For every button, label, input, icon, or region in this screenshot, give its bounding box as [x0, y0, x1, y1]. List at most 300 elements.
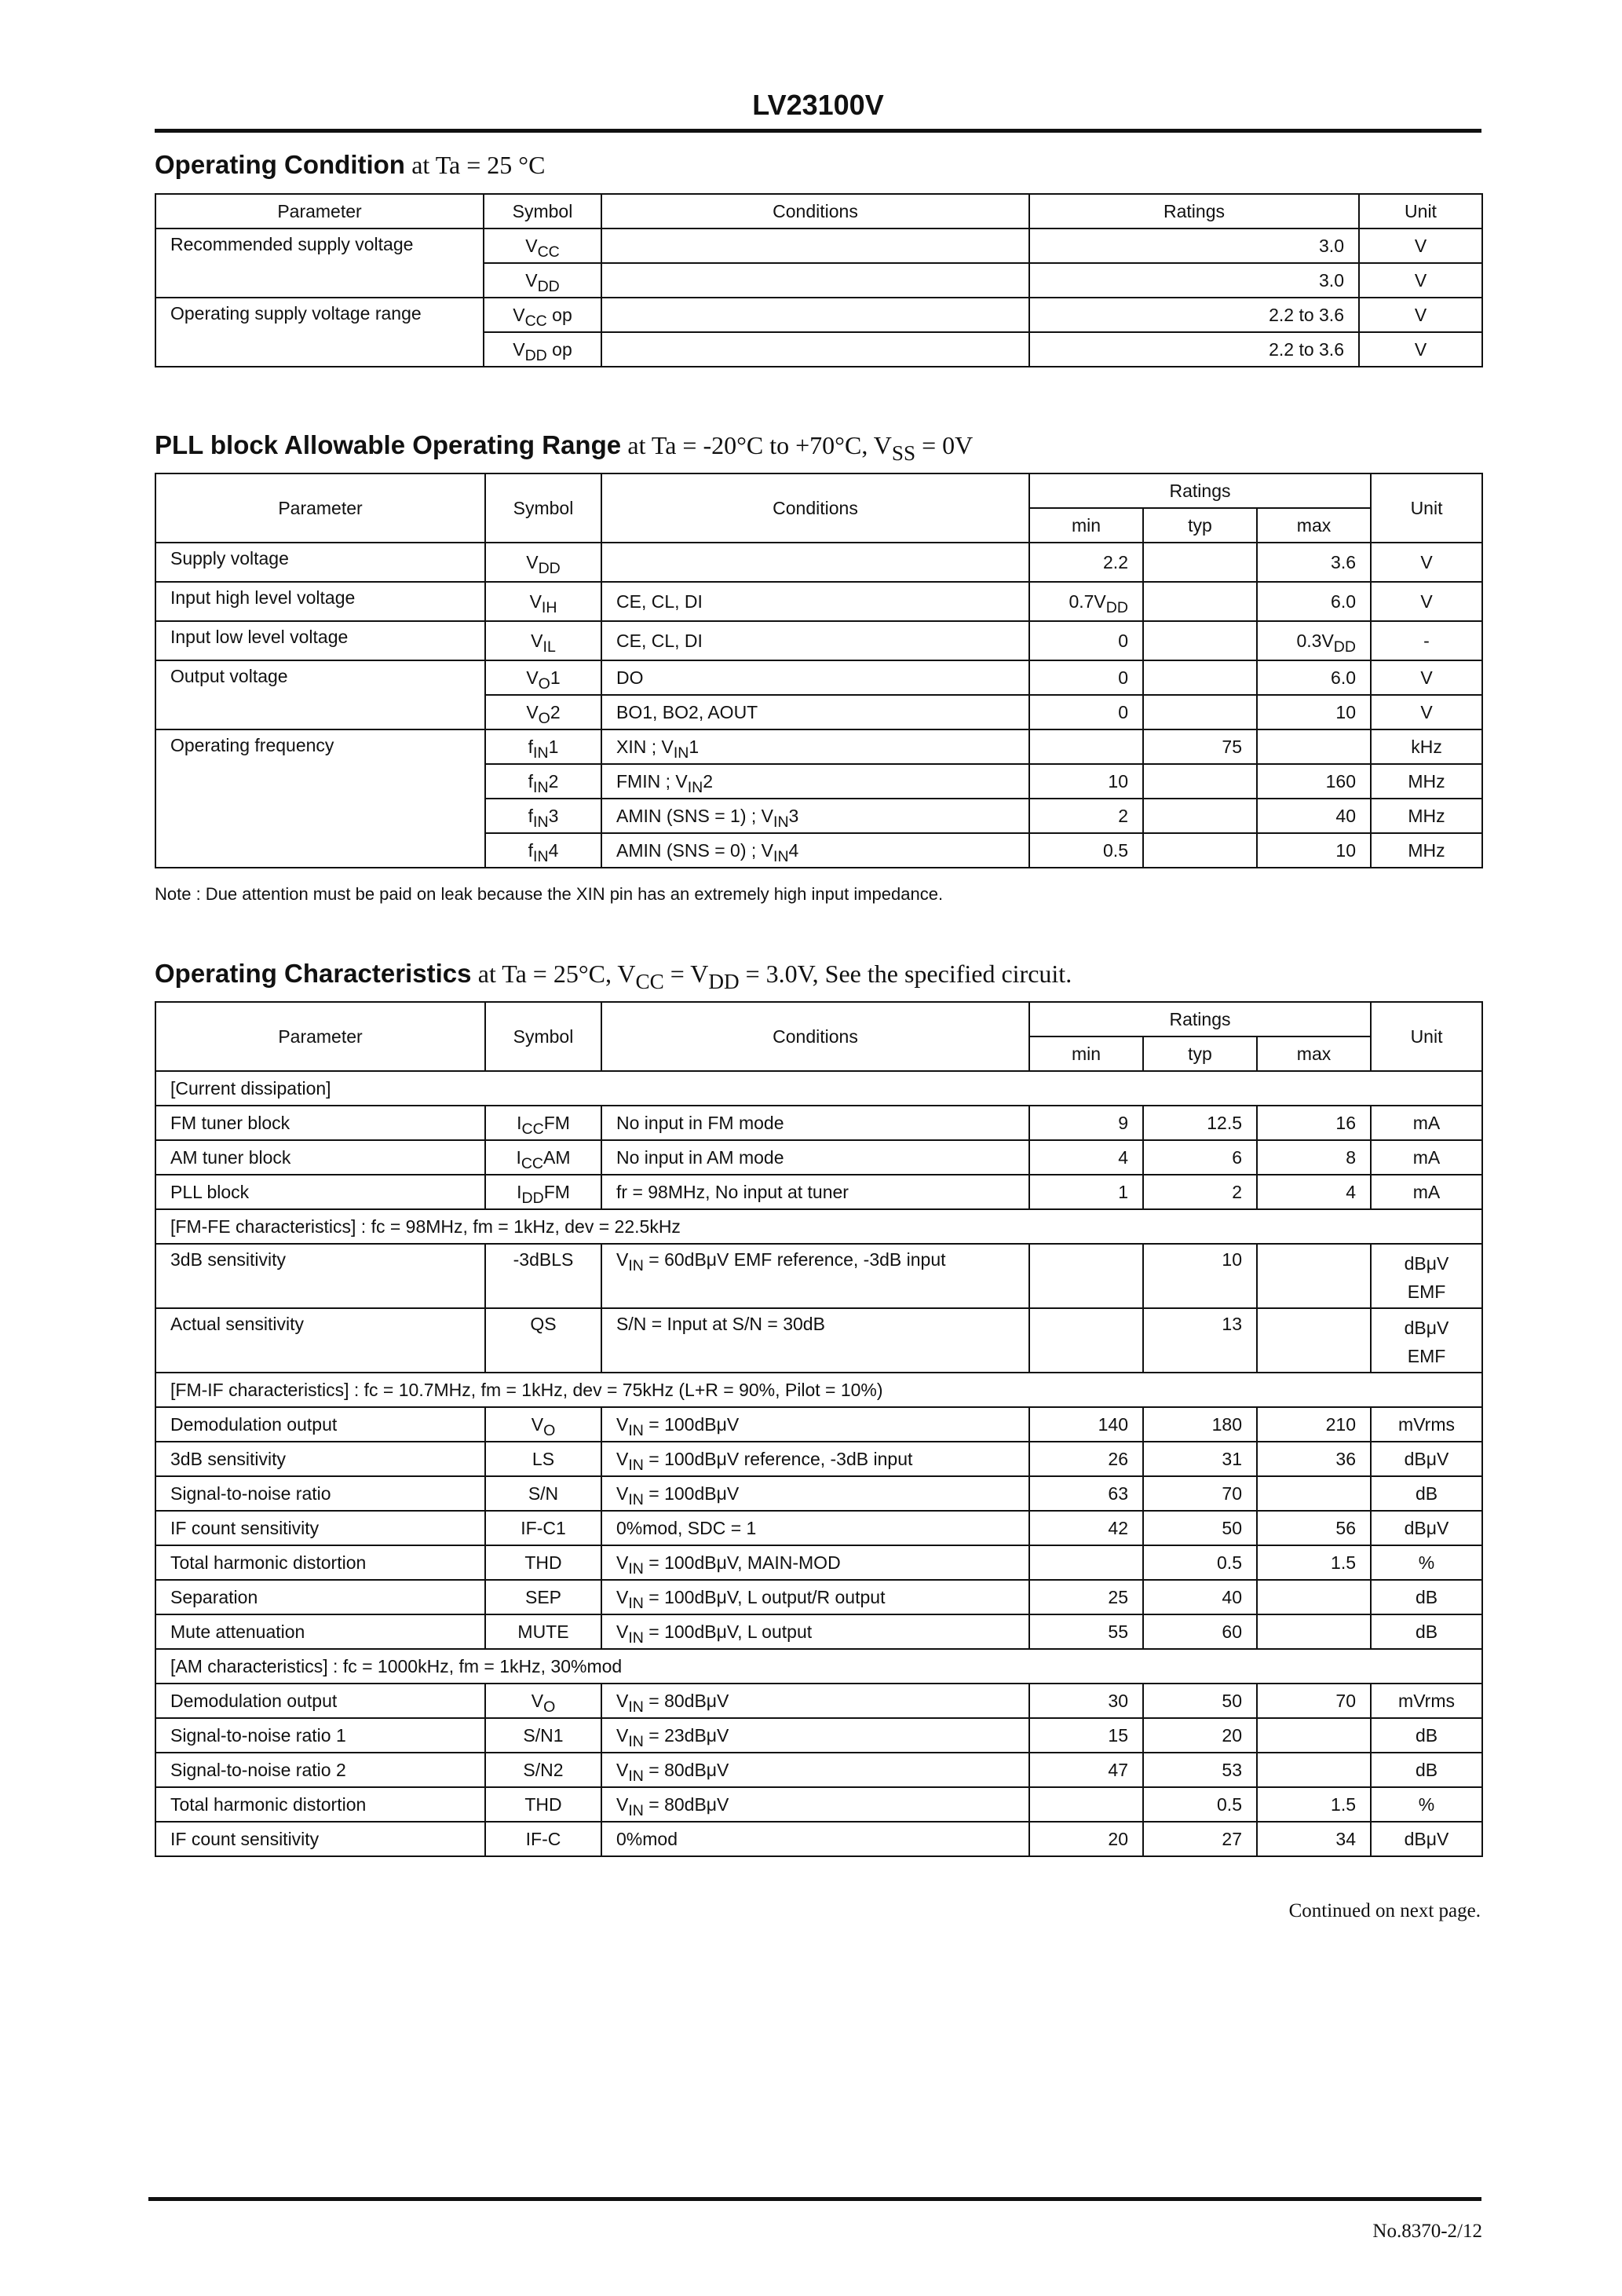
- table-row: [155, 1753, 1482, 1787]
- unit-text: V: [1414, 269, 1427, 291]
- conditions-subscript: IN: [673, 744, 689, 762]
- unit-text: %: [1418, 1552, 1435, 1573]
- typ-value: 20: [1222, 1724, 1242, 1746]
- symbol-base: V: [513, 338, 525, 360]
- parameter-cell: [155, 1106, 485, 1140]
- table-row: [155, 1718, 1482, 1753]
- min-cell: [1029, 1442, 1143, 1476]
- symbol-cell: [485, 582, 601, 621]
- unit-cell: [1359, 263, 1482, 298]
- max-cell: [1257, 1106, 1371, 1140]
- typ-cell: [1143, 1545, 1257, 1580]
- min-cell: [1029, 1106, 1143, 1140]
- symbol-base: I: [516, 1146, 521, 1168]
- typ-value: 27: [1222, 1828, 1242, 1849]
- typ-value: 0.5: [1217, 1793, 1242, 1815]
- group-header-text: [FM-FE characteristics] : fc = 98MHz, fm = 1kHz, dev = 22.5kHz: [170, 1216, 681, 1237]
- conditions-text: V: [616, 1448, 629, 1469]
- min-cell: [1029, 729, 1143, 764]
- parameter-cell: [155, 1308, 485, 1373]
- parameter-text: Output voltage: [170, 666, 288, 686]
- symbol-subscript: CC: [521, 1154, 544, 1172]
- header-max: max: [1257, 508, 1371, 543]
- symbol-base: THD: [524, 1793, 562, 1815]
- parameter-text: Signal-to-noise ratio 2: [170, 1759, 346, 1780]
- typ-cell: [1143, 582, 1257, 621]
- parameter-cell: [155, 1580, 485, 1614]
- typ-cell: [1143, 660, 1257, 695]
- symbol-subscript: CC: [524, 312, 547, 330]
- header-unit: Unit: [1359, 194, 1482, 229]
- unit-text: dBμV: [1404, 1318, 1449, 1338]
- conditions-cell: [601, 1308, 1029, 1373]
- max-cell: [1257, 1718, 1371, 1753]
- conditions-text: XIN ; V: [616, 736, 674, 757]
- symbol-subscript: DD: [537, 277, 560, 295]
- unit-text: V: [1414, 235, 1427, 256]
- header-typ: typ: [1143, 1036, 1257, 1071]
- header-rule: [155, 129, 1481, 133]
- parameter-cell: [155, 582, 485, 621]
- header-parameter: Parameter: [155, 194, 484, 229]
- min-value: 20: [1108, 1828, 1128, 1849]
- unit-cell: [1371, 1106, 1482, 1140]
- max-cell: [1257, 660, 1371, 695]
- symbol-suffix: 2: [548, 770, 559, 792]
- parameter-text: FM tuner block: [170, 1112, 290, 1133]
- min-cell: [1029, 1140, 1143, 1175]
- typ-cell: [1143, 1244, 1257, 1308]
- conditions-cell: [601, 1822, 1029, 1856]
- table-row: [155, 1106, 1482, 1140]
- unit-cell: [1371, 660, 1482, 695]
- parameter-cell: [155, 1442, 485, 1476]
- typ-value: 6: [1232, 1146, 1242, 1168]
- parameter-text: Demodulation output: [170, 1690, 338, 1711]
- table-row: [155, 543, 1482, 582]
- table-row: [155, 582, 1482, 621]
- unit-cell: [1371, 1140, 1482, 1175]
- unit-text-line2: EMF: [1407, 1281, 1446, 1302]
- typ-cell: [1143, 729, 1257, 764]
- header-conditions: Conditions: [601, 473, 1029, 543]
- header-symbol: Symbol: [485, 473, 601, 543]
- parameter-text: Separation: [170, 1586, 258, 1607]
- max-cell: [1257, 1545, 1371, 1580]
- max-cell: [1257, 1308, 1371, 1373]
- conditions-text: V: [616, 1621, 629, 1642]
- typ-value: 13: [1222, 1314, 1242, 1334]
- conditions-suffix: = 23dBμV: [643, 1724, 729, 1746]
- group-header-cell: [155, 1373, 1482, 1407]
- unit-cell: [1371, 1614, 1482, 1649]
- table-header-row: [155, 1002, 1482, 1036]
- conditions-cell: [601, 1580, 1029, 1614]
- min-cell: [1029, 582, 1143, 621]
- conditions-text: V: [616, 1249, 629, 1270]
- max-cell: [1257, 729, 1371, 764]
- conditions-suffix: = 60dBμV EMF reference, -3dB input: [643, 1249, 946, 1270]
- unit-cell: [1371, 764, 1482, 799]
- typ-cell: [1143, 1718, 1257, 1753]
- conditions-subscript: IN: [628, 1629, 644, 1647]
- min-value: 0.7V: [1069, 590, 1106, 612]
- group-header-row: [155, 1373, 1482, 1407]
- typ-cell: [1143, 543, 1257, 582]
- symbol-subscript: O: [538, 709, 550, 727]
- parameter-cell: [155, 1244, 485, 1308]
- max-cell: [1257, 1407, 1371, 1442]
- conditions-cell: [601, 582, 1029, 621]
- typ-value: 10: [1222, 1249, 1242, 1270]
- min-cell: [1029, 695, 1143, 729]
- typ-cell: [1143, 833, 1257, 868]
- min-value: 1: [1118, 1181, 1128, 1202]
- symbol-cell: [485, 621, 601, 660]
- header-conditions: Conditions: [601, 1002, 1029, 1071]
- typ-cell: [1143, 1140, 1257, 1175]
- symbol-cell: [485, 1308, 601, 1373]
- symbol-cell: [485, 833, 601, 868]
- max-cell: [1257, 543, 1371, 582]
- typ-cell: [1143, 1407, 1257, 1442]
- group-header-text: [FM-IF characteristics] : fc = 10.7MHz, fm = 1kHz, dev = 75kHz (L+R = 90%, Pilot = 10%): [170, 1379, 883, 1400]
- conditions-cell: [601, 621, 1029, 660]
- conditions-subscript: IN: [628, 1801, 644, 1819]
- unit-text: dB: [1415, 1724, 1438, 1746]
- unit-text: V: [1420, 551, 1433, 572]
- typ-value: 70: [1222, 1483, 1242, 1504]
- conditions-suffix: 3: [788, 805, 799, 826]
- unit-cell: [1371, 1476, 1482, 1511]
- conditions-cell: [601, 1244, 1029, 1308]
- symbol-subscript: O: [543, 1421, 556, 1439]
- header-symbol: Symbol: [485, 1002, 601, 1071]
- conditions-cell: [601, 1718, 1029, 1753]
- header-symbol: Symbol: [484, 194, 601, 229]
- min-cell: [1029, 1718, 1143, 1753]
- header-ratings: Ratings: [1029, 194, 1359, 229]
- max-cell: [1257, 1476, 1371, 1511]
- max-value: 8: [1346, 1146, 1357, 1168]
- symbol-subscript: IN: [533, 813, 549, 831]
- symbol-base: I: [517, 1181, 522, 1202]
- unit-cell: [1371, 621, 1482, 660]
- conditions-subscript: IN: [628, 1559, 644, 1578]
- min-value: 140: [1098, 1413, 1128, 1435]
- parameter-cell: [155, 229, 484, 298]
- typ-value: 50: [1222, 1690, 1242, 1711]
- conditions-text: V: [616, 1690, 629, 1711]
- conditions-cell: [601, 1175, 1029, 1209]
- typ-cell: [1143, 695, 1257, 729]
- parameter-cell: [155, 1545, 485, 1580]
- max-value: 34: [1335, 1828, 1357, 1849]
- typ-cell: [1143, 1753, 1257, 1787]
- parameter-cell: [155, 1140, 485, 1175]
- conditions-cell: [601, 799, 1029, 833]
- min-subscript: DD: [1105, 598, 1128, 616]
- min-cell: [1029, 660, 1143, 695]
- conditions-subscript: IN: [628, 1767, 644, 1785]
- unit-cell: [1371, 1407, 1482, 1442]
- header-unit: Unit: [1371, 473, 1482, 543]
- conditions-text: BO1, BO2, AOUT: [616, 701, 758, 722]
- min-value: 25: [1108, 1586, 1128, 1607]
- conditions-text: V: [616, 1586, 629, 1607]
- symbol-base: MUTE: [517, 1621, 569, 1642]
- max-value: 0.3V: [1296, 630, 1334, 651]
- pll-operating-range-table: [155, 473, 1483, 868]
- conditions-subscript: IN: [628, 1256, 644, 1274]
- min-value: 4: [1118, 1146, 1128, 1168]
- symbol-cell: [485, 660, 601, 695]
- min-cell: [1029, 1511, 1143, 1545]
- table-row: [155, 1684, 1482, 1718]
- unit-text: dB: [1415, 1621, 1438, 1642]
- parameter-text: Operating supply voltage range: [170, 303, 422, 324]
- parameter-cell: [155, 1718, 485, 1753]
- parameter-cell: [155, 729, 485, 868]
- table-row: [155, 1175, 1482, 1209]
- table-row: [155, 1407, 1482, 1442]
- unit-cell: [1371, 1308, 1482, 1373]
- header-ratings: Ratings: [1029, 1002, 1371, 1036]
- unit-text: V: [1414, 304, 1427, 325]
- max-cell: [1257, 833, 1371, 868]
- symbol-suffix: 1: [548, 736, 559, 757]
- min-cell: [1029, 1308, 1143, 1373]
- typ-value: 50: [1222, 1517, 1242, 1538]
- symbol-suffix: FM: [543, 1112, 570, 1133]
- conditions-cell: [601, 263, 1029, 298]
- parameter-text: Total harmonic distortion: [170, 1793, 367, 1815]
- parameter-cell: [155, 1476, 485, 1511]
- symbol-cell: [485, 1442, 601, 1476]
- conditions-cell: [601, 543, 1029, 582]
- parameter-cell: [155, 1822, 485, 1856]
- min-value: 0: [1118, 667, 1128, 688]
- unit-text: V: [1420, 667, 1433, 688]
- parameter-cell: [155, 1614, 485, 1649]
- rating-value: 2.2 to 3.6: [1269, 304, 1344, 325]
- parameter-cell: [155, 1407, 485, 1442]
- max-subscript: DD: [1333, 638, 1357, 656]
- symbol-base: S/N1: [523, 1724, 564, 1746]
- section-condition: at Ta = -20°C to +70°C, $V_{SS} = 0V$: [627, 431, 974, 466]
- conditions-cell: [601, 1140, 1029, 1175]
- header-min: min: [1029, 1036, 1143, 1071]
- parameter-text: Input low level voltage: [170, 627, 349, 647]
- min-value: 0: [1118, 701, 1128, 722]
- symbol-base: -3dBLS: [513, 1249, 574, 1270]
- min-value: 55: [1108, 1621, 1128, 1642]
- max-value: 10: [1335, 839, 1357, 861]
- table-row: [155, 1787, 1482, 1822]
- parameter-text: Signal-to-noise ratio: [170, 1483, 331, 1504]
- header-typ: typ: [1143, 508, 1257, 543]
- conditions-text: CE, CL, DI: [616, 590, 703, 612]
- max-cell: [1257, 582, 1371, 621]
- table-row: [155, 1580, 1482, 1614]
- conditions-text: V: [616, 1793, 629, 1815]
- group-header-row: [155, 1071, 1482, 1106]
- symbol-subscript: O: [538, 675, 550, 693]
- symbol-base: V: [526, 701, 539, 722]
- group-header-text: [AM characteristics] : fc = 1000kHz, fm = 1kHz, 30%mod: [170, 1655, 623, 1676]
- table-row: [155, 729, 1482, 764]
- min-value: 15: [1108, 1724, 1128, 1746]
- max-cell: [1257, 1511, 1371, 1545]
- max-value: 70: [1335, 1690, 1357, 1711]
- conditions-subscript: IN: [628, 1698, 644, 1716]
- symbol-base: S/N2: [523, 1759, 564, 1780]
- min-cell: [1029, 1684, 1143, 1718]
- symbol-subscript: O: [543, 1698, 556, 1716]
- symbol-base: f: [528, 839, 534, 861]
- operating-characteristics-table: [155, 1001, 1483, 1857]
- conditions-cell: [601, 1407, 1029, 1442]
- page-reference: No.8370-2/12: [1372, 2221, 1482, 2242]
- parameter-text: Signal-to-noise ratio 1: [170, 1724, 346, 1746]
- symbol-cell: [485, 543, 601, 582]
- parameter-text: Operating frequency: [170, 735, 334, 755]
- conditions-suffix: = 80dBμV: [643, 1690, 729, 1711]
- rating-value: 2.2 to 3.6: [1269, 338, 1344, 360]
- conditions-subscript: IN: [628, 1594, 644, 1612]
- table-row: [155, 1244, 1482, 1308]
- parameter-text: IF count sensitivity: [170, 1517, 320, 1538]
- min-cell: [1029, 833, 1143, 868]
- conditions-cell: [601, 332, 1029, 367]
- unit-text: mVrms: [1398, 1413, 1455, 1435]
- conditions-cell: [601, 833, 1029, 868]
- parameter-cell: [155, 298, 484, 367]
- table-row: [155, 1545, 1482, 1580]
- conditions-text: No input in AM mode: [616, 1146, 784, 1168]
- typ-cell: [1143, 764, 1257, 799]
- unit-cell: [1371, 1787, 1482, 1822]
- unit-text: kHz: [1411, 736, 1442, 757]
- symbol-cell: [485, 1511, 601, 1545]
- symbol-suffix: 3: [548, 805, 559, 826]
- conditions-text: DO: [616, 667, 644, 688]
- unit-text: dB: [1415, 1483, 1438, 1504]
- conditions-text: S/N = Input at S/N = 30dB: [616, 1314, 825, 1334]
- conditions-suffix: 4: [788, 839, 799, 861]
- unit-text: dBμV: [1404, 1828, 1449, 1849]
- group-header-text: [Current dissipation]: [170, 1077, 331, 1099]
- symbol-subscript: IN: [533, 847, 549, 865]
- symbol-suffix: FM: [543, 1181, 570, 1202]
- table-header-row: [155, 194, 1482, 229]
- min-cell: [1029, 1614, 1143, 1649]
- conditions-cell: [601, 1545, 1029, 1580]
- typ-cell: [1143, 1822, 1257, 1856]
- symbol-subscript: DD: [524, 346, 547, 364]
- conditions-cell: [601, 298, 1029, 332]
- unit-cell: [1371, 543, 1482, 582]
- symbol-suffix: 4: [548, 839, 559, 861]
- symbol-cell: [484, 298, 601, 332]
- conditions-subscript: IN: [628, 1421, 644, 1439]
- typ-cell: [1143, 1511, 1257, 1545]
- min-value: 9: [1118, 1112, 1128, 1133]
- group-header-row: [155, 1649, 1482, 1684]
- rating-cell: [1029, 298, 1359, 332]
- conditions-text: 0%mod: [616, 1828, 678, 1849]
- conditions-cell: [601, 660, 1029, 695]
- section-condition: at Ta = 25°C, $V_{CC} = V_{DD} = 3.0V$, See the specified circuit.: [477, 960, 1072, 994]
- symbol-base: I: [517, 1112, 522, 1133]
- min-cell: [1029, 1822, 1143, 1856]
- typ-value: 40: [1222, 1586, 1242, 1607]
- symbol-base: V: [526, 667, 539, 688]
- symbol-base: V: [525, 269, 538, 291]
- parameter-cell: [155, 1787, 485, 1822]
- symbol-base: f: [528, 770, 534, 792]
- symbol-cell: [484, 332, 601, 367]
- conditions-cell: [601, 1753, 1029, 1787]
- symbol-base: V: [526, 551, 539, 572]
- parameter-text: PLL block: [170, 1181, 250, 1202]
- symbol-cell: [484, 263, 601, 298]
- conditions-cell: [601, 1511, 1029, 1545]
- symbol-base: QS: [530, 1314, 557, 1334]
- conditions-suffix: = 100dBμV reference, -3dB input: [643, 1448, 913, 1469]
- conditions-text: V: [616, 1413, 629, 1435]
- unit-cell: [1371, 1244, 1482, 1308]
- symbol-cell: [485, 1106, 601, 1140]
- max-cell: [1257, 695, 1371, 729]
- parameter-text: Mute attenuation: [170, 1621, 305, 1642]
- continued-note: Continued on next page.: [1288, 1900, 1481, 1921]
- symbol-cell: [485, 1614, 601, 1649]
- min-cell: [1029, 1175, 1143, 1209]
- unit-cell: [1371, 695, 1482, 729]
- symbol-base: V: [531, 1690, 544, 1711]
- typ-value: 0.5: [1217, 1552, 1242, 1573]
- unit-text: mA: [1412, 1146, 1441, 1168]
- max-value: 3.6: [1331, 551, 1357, 572]
- rating-cell: [1029, 263, 1359, 298]
- conditions-subscript: IN: [628, 1456, 644, 1474]
- symbol-base: S/N: [528, 1483, 559, 1504]
- unit-text: dBμV: [1404, 1448, 1449, 1469]
- conditions-suffix: = 100dBμV, MAIN-MOD: [643, 1552, 841, 1573]
- max-cell: [1257, 1140, 1371, 1175]
- symbol-subscript: CC: [537, 243, 560, 261]
- unit-cell: [1371, 1822, 1482, 1856]
- table-row: [155, 1614, 1482, 1649]
- unit-cell: [1359, 332, 1482, 367]
- rating-value: 3.0: [1319, 269, 1344, 291]
- symbol-cell: [485, 695, 601, 729]
- unit-text: mA: [1412, 1181, 1441, 1202]
- group-header-row: [155, 1209, 1482, 1244]
- table-row: [155, 1442, 1482, 1476]
- unit-text: -: [1423, 630, 1430, 651]
- max-value: 210: [1325, 1413, 1357, 1435]
- unit-text: %: [1418, 1793, 1435, 1815]
- symbol-cell: [485, 1822, 601, 1856]
- symbol-cell: [485, 1580, 601, 1614]
- max-cell: [1257, 1684, 1371, 1718]
- symbol-suffix: op: [546, 304, 572, 325]
- max-value: 4: [1346, 1181, 1357, 1202]
- conditions-subscript: IN: [628, 1490, 644, 1508]
- unit-text-line2: EMF: [1407, 1346, 1446, 1366]
